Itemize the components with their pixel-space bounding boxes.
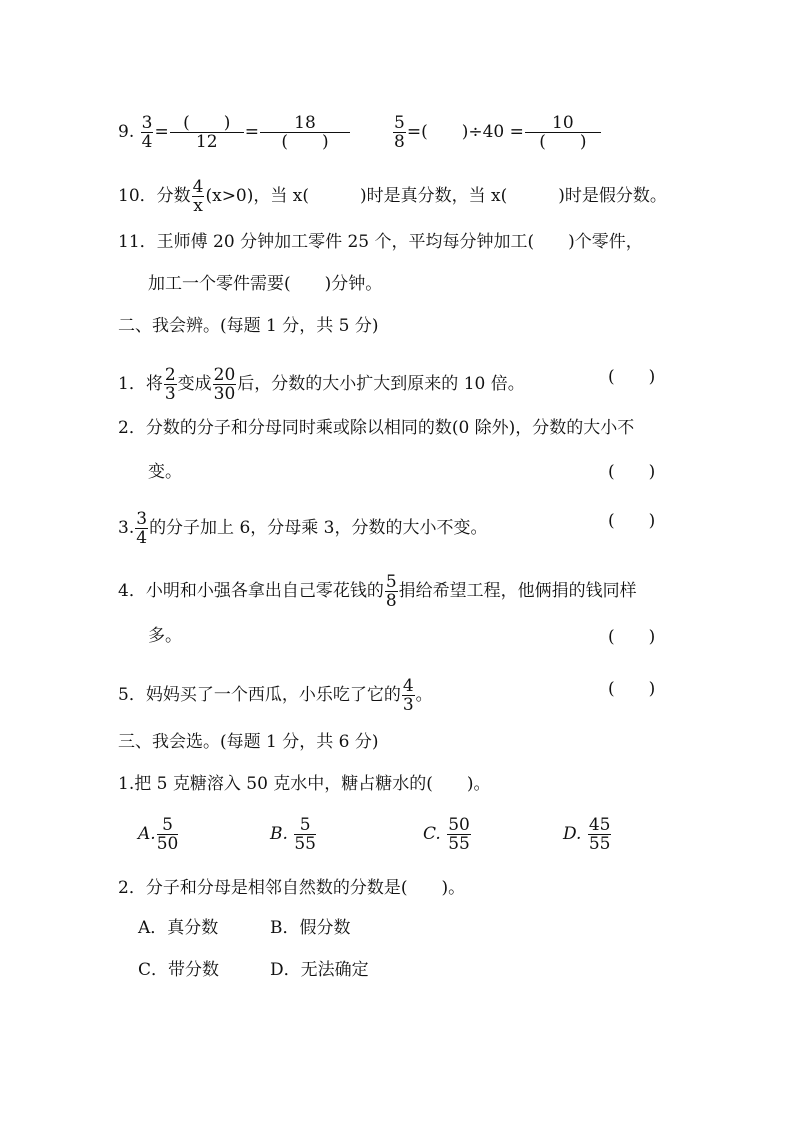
choice-1-question[interactable]: 1.把 5 克糖溶入 50 克水中，糖占糖水的( )。 [118, 774, 491, 794]
question-9: 9. $\frac{3}{4}$ = ( ) 12 = 18 ( ) [118, 114, 351, 151]
choice-option-d[interactable]: D. $\frac{45}{55}$ [563, 815, 611, 854]
fraction-blank[interactable]: 18 ( ) [260, 114, 350, 151]
question-11-line1[interactable]: 11．王师傅 20 分钟加工零件 25 个，平均每分钟加工( )个零件， [118, 232, 643, 252]
judge-4-line1: 4．小明和小强各拿出自己零花钱的 $\frac{5}{8}$ 捐给希望工程，他俩捐的钱同样 [118, 572, 637, 611]
fraction: $\frac{20}{30}$ [213, 365, 236, 404]
answer-paren[interactable]: ( ) [608, 462, 656, 482]
fraction: $\frac{3}{4}$ [141, 113, 153, 152]
choice-option-d[interactable]: D．无法确定 [270, 960, 369, 980]
choice-option-c[interactable]: C. $\frac{50}{55}$ [423, 815, 470, 854]
choice-option-b[interactable]: B．假分数 [270, 918, 351, 938]
fraction: $\frac{50}{55}$ [448, 815, 470, 854]
answer-paren[interactable]: ( ) [608, 679, 656, 699]
fraction: $\frac{5}{55}$ [294, 815, 316, 854]
fraction: $\frac{5}{8}$ [394, 113, 405, 152]
answer-paren[interactable]: ( ) [608, 511, 656, 531]
section-title: 三、我会选。(每题 1 分，共 6 分) [118, 732, 379, 752]
choice-option-a[interactable]: A. $\frac{5}{50}$ [138, 815, 179, 854]
choice-2-question[interactable]: 2．分子和分母是相邻自然数的分数是( )。 [118, 878, 466, 898]
question-number: 9. [118, 122, 135, 142]
answer-paren[interactable]: ( ) [608, 367, 656, 387]
judge-2-line2: 变。 [148, 462, 182, 482]
fraction-blank[interactable]: 10 ( ) [525, 114, 601, 151]
question-9b: $\frac{5}{8}$ =( )÷40 = 10 ( ) [392, 114, 602, 151]
fraction: $\frac{3}{4}$ [136, 509, 148, 548]
choice-option-c[interactable]: C．带分数 [138, 960, 220, 980]
section-title: 二、我会辨。(每题 1 分，共 5 分) [118, 316, 379, 336]
fraction-blank[interactable]: ( ) 12 [170, 114, 244, 151]
fraction: $\frac{2}{3}$ [164, 365, 176, 404]
question-10: 10．分数 $\frac{4}{x}$ (x>0)，当 x( )时是真分数，当 x( )时是假分数。 [118, 177, 667, 216]
fraction: $\frac{4}{x}$ [192, 177, 204, 216]
judge-3: 3. $\frac{3}{4}$ 的分子加上 6，分母乘 3，分数的大小不变。 [118, 509, 488, 548]
fraction: $\frac{4}{3}$ [402, 676, 414, 715]
fraction: $\frac{5}{50}$ [156, 815, 179, 854]
judge-1: 1．将 $\frac{2}{3}$ 变成 $\frac{20}{30}$ 后，分数的大小扩大到原来的 10 倍。 [118, 365, 525, 404]
fraction: $\frac{5}{8}$ [385, 572, 397, 611]
judge-5: 5．妈妈买了一个西瓜，小乐吃了它的 $\frac{4}{3}$ 。 [118, 676, 433, 715]
choice-option-a[interactable]: A．真分数 [138, 918, 219, 938]
choice-option-b[interactable]: B. $\frac{5}{55}$ [270, 815, 316, 854]
question-11-line2[interactable]: 加工一个零件需要( )分钟。 [148, 274, 383, 294]
fraction: $\frac{45}{55}$ [588, 815, 611, 854]
answer-paren[interactable]: ( ) [608, 627, 656, 647]
judge-2-line1: 2．分数的分子和分母同时乘或除以相同的数(0 除外)，分数的大小不 [118, 418, 635, 438]
judge-4-line2: 多。 [148, 626, 182, 646]
